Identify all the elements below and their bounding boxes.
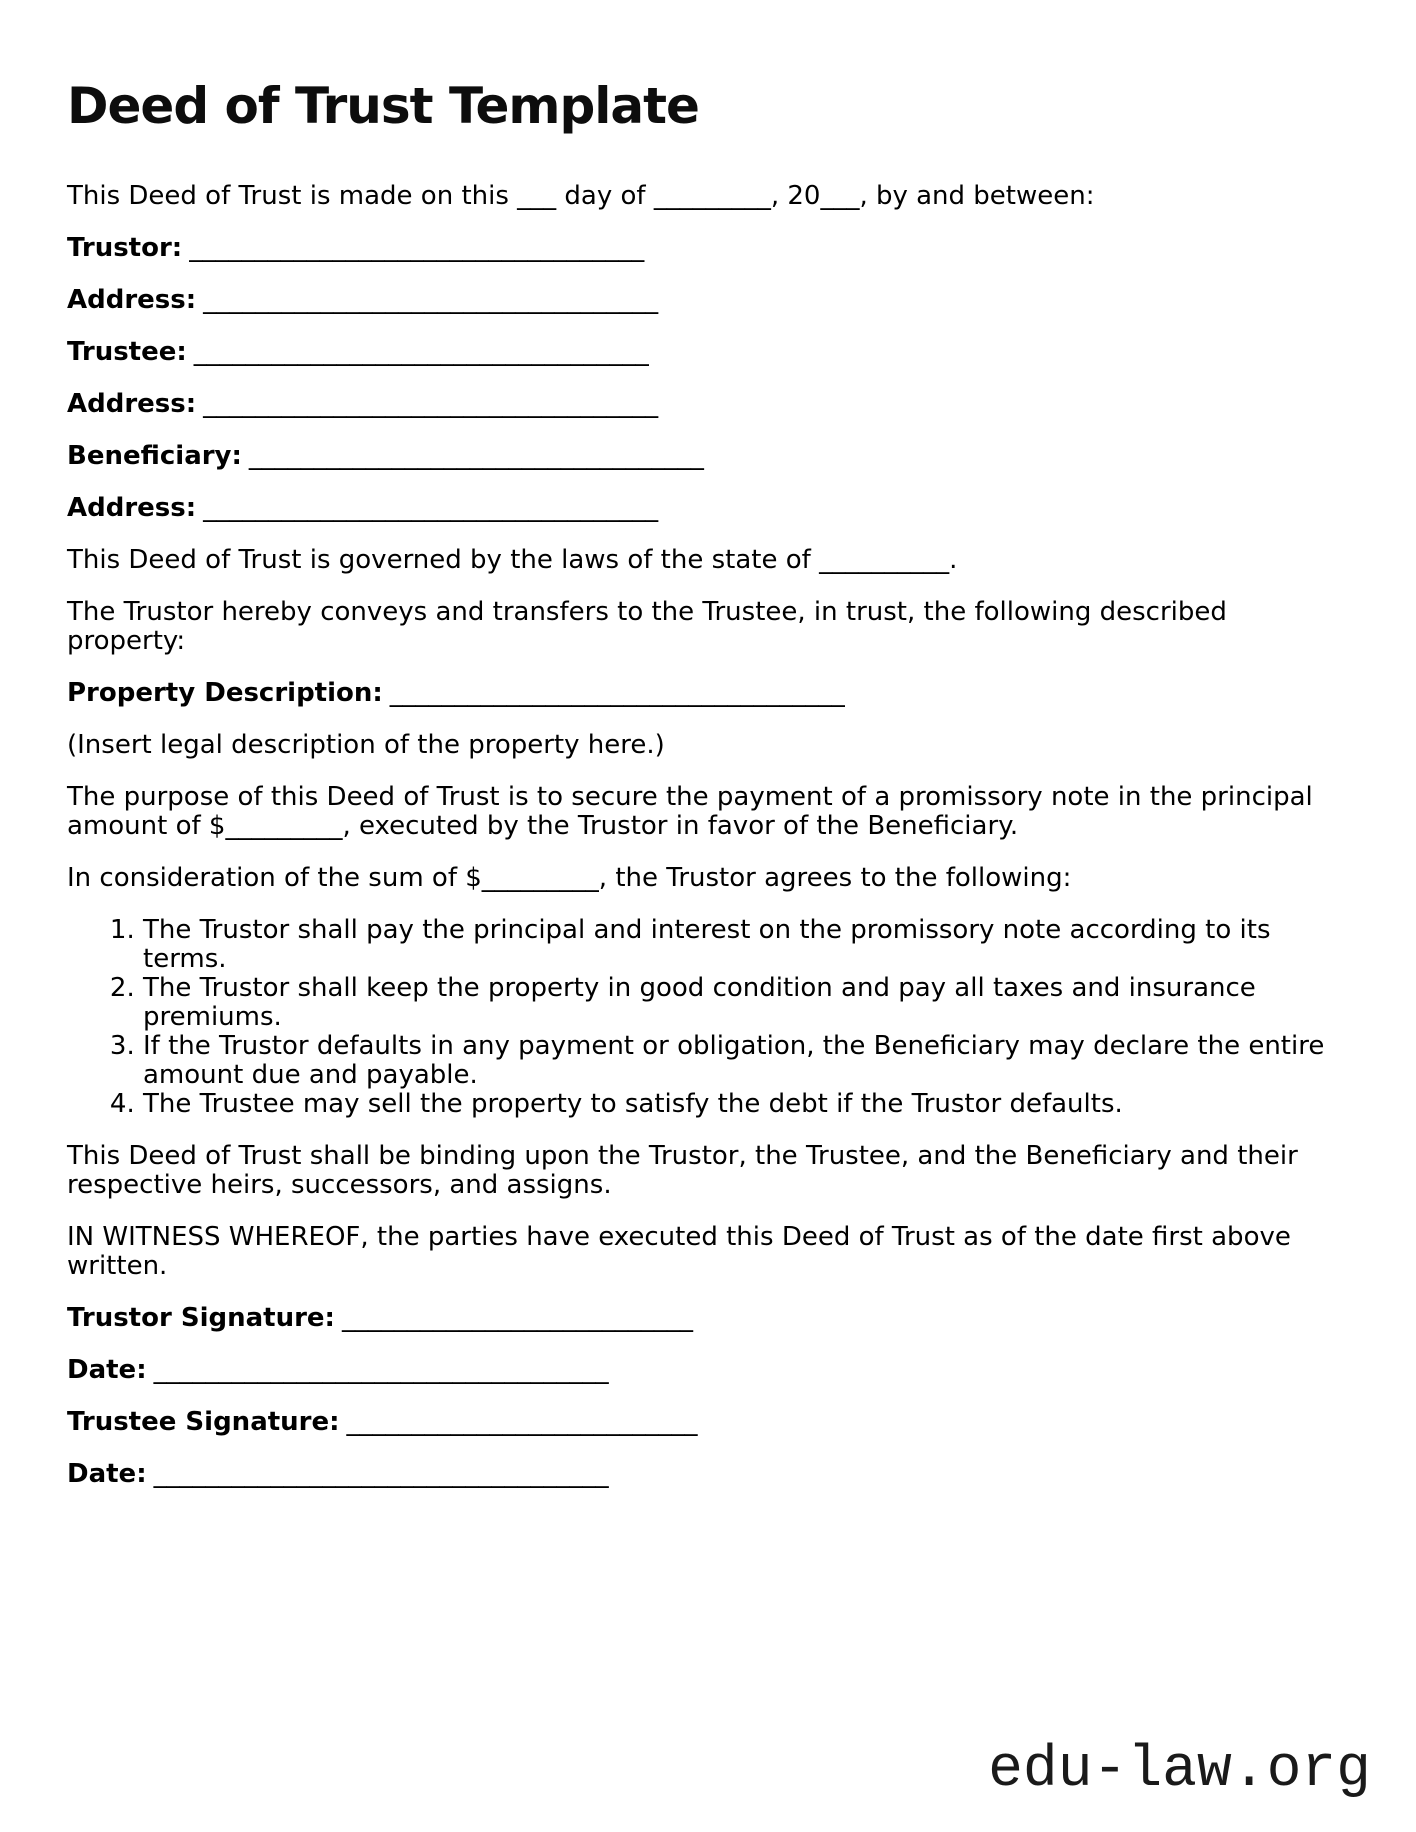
trustee-blank-line: ___________________________________ [193, 336, 649, 367]
trustor-address-blank-line: ___________________________________ [203, 284, 659, 315]
consideration-paragraph: In consideration of the sum of $_________, the Trustor agrees to the following: [67, 862, 1072, 893]
witness-paragraph: IN WITNESS WHEREOF, the parties have executed this Deed of Trust as of the date first above written. [67, 1221, 1291, 1281]
field-row-beneficiary [67, 442, 1349, 471]
intro-paragraph: This Deed of Trust is made on this ___ day of _________, 20___, by and between: [67, 180, 1095, 211]
trustee-label: Trustee: [67, 336, 187, 367]
field-row-trustee-address [67, 390, 1349, 419]
field-row-trustor-date [67, 1356, 1349, 1385]
trustor-blank-line: ___________________________________ [189, 232, 645, 263]
binding-paragraph: This Deed of Trust shall be binding upon the Trustor, the Trustee, and the Beneficiary and their respective heirs, successors, and assigns. [67, 1140, 1298, 1200]
trustee-signature-blank-line: ___________________________ [346, 1406, 698, 1437]
beneficiary-blank-line: ___________________________________ [248, 440, 704, 471]
trustee-date-blank-line: ___________________________________ [153, 1458, 609, 1489]
property-description-label: Property Description: [67, 677, 383, 708]
field-row-beneficiary-address [67, 494, 1349, 523]
trustor-signature-blank-line: ___________________________ [341, 1302, 693, 1333]
beneficiary-label: Beneficiary: [67, 440, 242, 471]
field-row-trustor [67, 234, 1349, 263]
site-watermark: edu-law.org [988, 1738, 1371, 1803]
beneficiary-address-blank-line: ___________________________________ [203, 492, 659, 523]
field-row-trustee-date [67, 1460, 1349, 1489]
term-item-2: 2. The Trustor shall keep the property in good condition and pay all taxes and insurance premiums. [143, 974, 1349, 1032]
trustee-address-label: Address: [67, 388, 197, 419]
term-item-4: 4. The Trustee may sell the property to satisfy the debt if the Trustor defaults. [143, 1090, 1349, 1119]
governing-law-paragraph: This Deed of Trust is governed by the laws of the state of __________. [67, 544, 958, 575]
insert-description-note: (Insert legal description of the property here.) [67, 729, 665, 760]
trustee-address-blank-line: ___________________________________ [203, 388, 659, 419]
property-description-blank-line: ___________________________________ [389, 677, 845, 708]
purpose-paragraph: The purpose of this Deed of Trust is to secure the payment of a promissory note in the principal amount of $_________, executed by the Trustor in favor of the Beneficiary. [67, 781, 1313, 841]
trustor-label: Trustor: [67, 232, 183, 263]
field-row-trustor-address [67, 286, 1349, 315]
trustor-date-blank-line: ___________________________________ [153, 1354, 609, 1385]
field-row-trustor-signature [67, 1304, 1349, 1333]
page-title: Deed of Trust Template [67, 77, 699, 135]
trustee-signature-label: Trustee Signature: [67, 1406, 340, 1437]
trustee-date-label: Date: [67, 1458, 147, 1489]
trustor-date-label: Date: [67, 1354, 147, 1385]
terms-list [67, 916, 1349, 1119]
term-item-3: 3. If the Trustor defaults in any payment or obligation, the Beneficiary may declare the entire amount due and payable. [143, 1032, 1349, 1090]
field-row-trustee-signature [67, 1408, 1349, 1437]
field-row-property-description [67, 679, 1349, 708]
trustor-signature-label: Trustor Signature: [67, 1302, 335, 1333]
field-row-trustee [67, 338, 1349, 367]
term-item-1: 1. The Trustor shall pay the principal and interest on the promissory note according to its terms. [143, 916, 1349, 974]
trustor-address-label: Address: [67, 284, 197, 315]
beneficiary-address-label: Address: [67, 492, 197, 523]
conveyance-paragraph: The Trustor hereby conveys and transfers to the Trustee, in trust, the following described property: [67, 596, 1227, 656]
